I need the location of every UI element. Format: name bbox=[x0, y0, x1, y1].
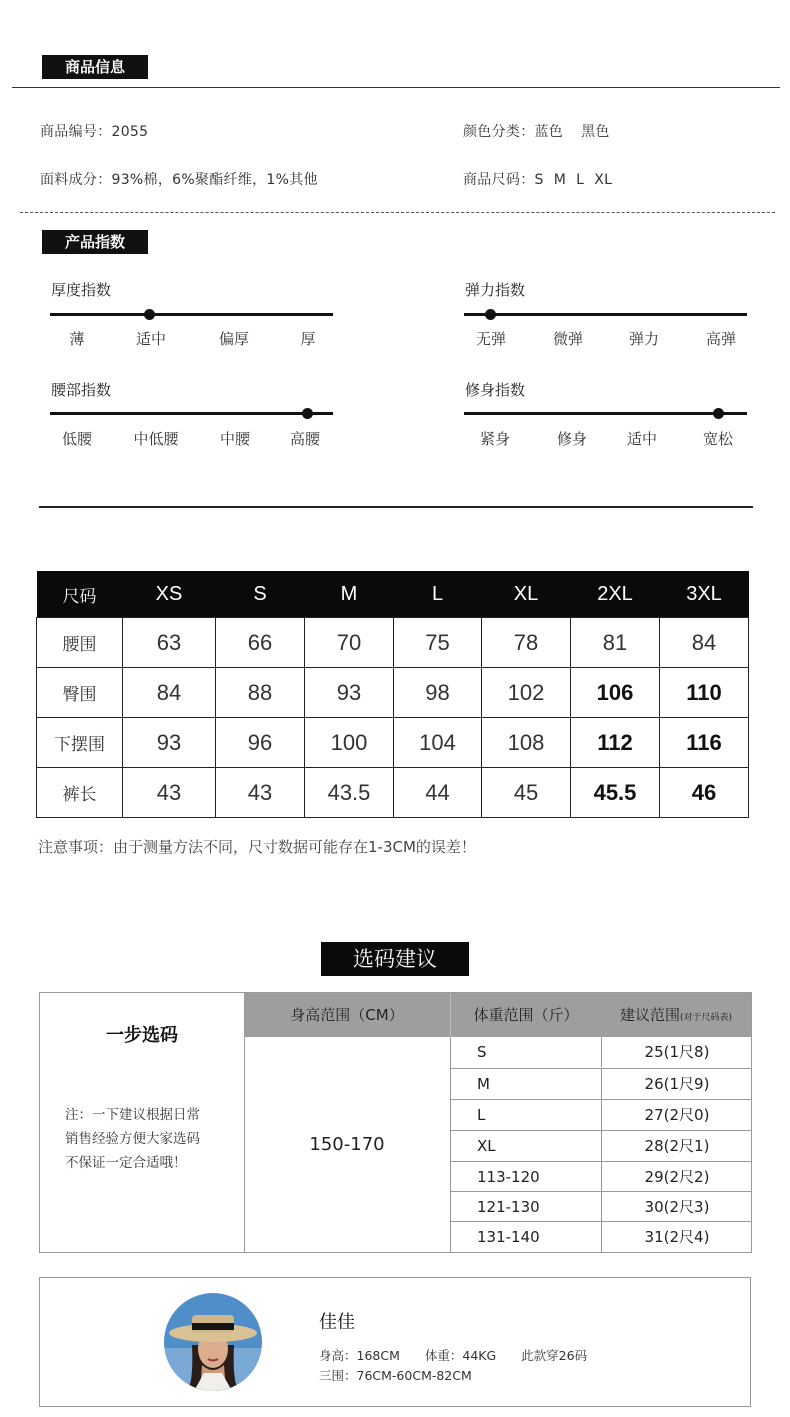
scale-label: 适中 bbox=[135, 330, 166, 348]
scale-label: 低腰 bbox=[61, 430, 92, 448]
elasticity-scale-marker bbox=[485, 309, 496, 320]
suggestion-row bbox=[451, 1068, 751, 1099]
product-code-label: 商品编号： bbox=[40, 124, 112, 140]
scale-label: 高弹 bbox=[705, 330, 736, 348]
row-header: 裤长 bbox=[37, 768, 123, 818]
fit-index-title: 修身指数 bbox=[465, 381, 526, 399]
table-cell: 88 bbox=[216, 668, 305, 718]
range-cell: 29(2尺2) bbox=[601, 1162, 752, 1192]
range-cell: 30(2尺3) bbox=[601, 1192, 752, 1222]
dashed-divider bbox=[20, 212, 775, 213]
weight-cell: 121-130 bbox=[477, 1198, 540, 1216]
note-line: 不保证一定合适哦！ bbox=[65, 1155, 187, 1171]
table-cell: 100 bbox=[305, 718, 394, 768]
fit-scale-marker bbox=[713, 408, 724, 419]
color-label: 颜色分类： bbox=[463, 124, 535, 140]
table-cell: 63 bbox=[123, 618, 216, 668]
range-cell: 31(2尺4) bbox=[601, 1222, 752, 1252]
table-cell: 45 bbox=[482, 768, 571, 818]
quick-select-heading: 一步选码 bbox=[106, 1025, 178, 1046]
table-cell: 93 bbox=[305, 668, 394, 718]
color-option: 黑色 bbox=[581, 124, 610, 140]
product-code-value: 2055 bbox=[111, 124, 149, 140]
elasticity-scale-track bbox=[464, 313, 747, 316]
thickness-scale-marker bbox=[144, 309, 155, 320]
column-header: L bbox=[394, 571, 482, 618]
note-line: 销售经验方便大家选码 bbox=[65, 1131, 200, 1147]
range-cell: 27(2尺0) bbox=[601, 1100, 752, 1130]
size-suggestion-title: 选码建议 bbox=[321, 942, 469, 976]
table-cell: 110 bbox=[660, 668, 749, 718]
range-cell: 26(1尺9) bbox=[601, 1069, 752, 1099]
table-cell: 75 bbox=[394, 618, 482, 668]
column-header: XS bbox=[123, 571, 216, 618]
thickness-scale-track bbox=[50, 313, 333, 316]
waist-scale-track bbox=[50, 412, 333, 415]
table-cell: 108 bbox=[482, 718, 571, 768]
size-label: 商品尺码： bbox=[463, 172, 535, 188]
table-cell: 96 bbox=[216, 718, 305, 768]
size-table bbox=[36, 571, 749, 818]
scale-label: 偏厚 bbox=[218, 330, 249, 348]
table-row bbox=[37, 768, 749, 818]
quick-select-note bbox=[65, 1103, 235, 1175]
scale-label: 紧身 bbox=[479, 430, 510, 448]
model-name: 佳佳 bbox=[319, 1312, 355, 1333]
product-index-tag: 产品指数 bbox=[42, 230, 148, 254]
column-header: 3XL bbox=[660, 571, 749, 618]
waist-index-title: 腰部指数 bbox=[51, 381, 112, 399]
table-cell: 43 bbox=[123, 768, 216, 818]
scale-label: 中腰 bbox=[219, 430, 250, 448]
product-colors bbox=[463, 121, 610, 141]
table-cell: 93 bbox=[123, 718, 216, 768]
scale-label: 厚 bbox=[300, 330, 316, 348]
weight-cell: 113-120 bbox=[477, 1168, 540, 1186]
range-cell: 28(2尺1) bbox=[601, 1131, 752, 1161]
table-cell: 45.5 bbox=[571, 768, 660, 818]
table-cell: 84 bbox=[660, 618, 749, 668]
table-cell: 98 bbox=[394, 668, 482, 718]
model-avatar-image bbox=[164, 1293, 262, 1391]
range-header-label: 建议范围 bbox=[619, 1006, 680, 1024]
fit-scale-track bbox=[464, 412, 747, 415]
column-header: 尺码 bbox=[37, 571, 123, 618]
weight-cell: M bbox=[477, 1075, 490, 1093]
table-cell: 84 bbox=[123, 668, 216, 718]
table-row bbox=[37, 668, 749, 718]
column-header: S bbox=[216, 571, 305, 618]
weight-column-header: 体重范围（斤） bbox=[451, 993, 601, 1037]
section-divider bbox=[12, 87, 780, 88]
table-cell: 116 bbox=[660, 718, 749, 768]
waist-scale-marker bbox=[302, 408, 313, 419]
column-header: 2XL bbox=[571, 571, 660, 618]
fabric-label: 面料成分： bbox=[40, 172, 112, 188]
model-measurements: 三围：76CM-60CM-82CM bbox=[319, 1368, 472, 1383]
suggestion-row bbox=[451, 1191, 751, 1222]
table-row bbox=[37, 718, 749, 768]
column-header: XL bbox=[482, 571, 571, 618]
table-cell: 44 bbox=[394, 768, 482, 818]
suggestion-row bbox=[451, 1037, 751, 1067]
model-avatar bbox=[164, 1293, 262, 1391]
scale-label: 高腰 bbox=[289, 430, 320, 448]
row-header: 臀围 bbox=[37, 668, 123, 718]
table-cell: 112 bbox=[571, 718, 660, 768]
suggestion-row bbox=[451, 1221, 751, 1252]
note-line: 注：一下建议根据日常 bbox=[65, 1107, 200, 1123]
range-header-sublabel: (对于尺码表) bbox=[679, 1013, 733, 1023]
fabric-value: 93%棉，6%聚酯纤维，1%其他 bbox=[111, 172, 318, 188]
table-cell: 70 bbox=[305, 618, 394, 668]
suggestion-row bbox=[451, 1161, 751, 1192]
weight-cell: XL bbox=[477, 1137, 496, 1155]
table-row bbox=[37, 618, 749, 668]
table-cell: 104 bbox=[394, 718, 482, 768]
table-cell: 66 bbox=[216, 618, 305, 668]
suggestion-row bbox=[451, 1099, 751, 1130]
scale-label: 宽松 bbox=[702, 430, 733, 448]
table-cell: 81 bbox=[571, 618, 660, 668]
height-column-header: 身高范围（CM） bbox=[244, 993, 451, 1037]
scale-label: 薄 bbox=[69, 330, 85, 348]
size-option: M bbox=[553, 172, 567, 188]
size-option: S bbox=[534, 172, 544, 188]
quick-select-panel bbox=[40, 993, 245, 1252]
suggestion-row bbox=[451, 1130, 751, 1161]
elasticity-index-title: 弹力指数 bbox=[465, 281, 526, 299]
size-option: L bbox=[576, 172, 585, 188]
weight-cell: L bbox=[477, 1106, 486, 1124]
color-option: 蓝色 bbox=[534, 124, 564, 140]
scale-label: 中低腰 bbox=[133, 430, 179, 448]
table-cell: 46 bbox=[660, 768, 749, 818]
size-suggestion-table bbox=[39, 992, 752, 1253]
size-table-header bbox=[37, 571, 749, 618]
scale-label: 无弹 bbox=[475, 330, 506, 348]
fabric-composition bbox=[40, 169, 318, 189]
row-header: 腰围 bbox=[37, 618, 123, 668]
column-header: M bbox=[305, 571, 394, 618]
row-header: 下摆围 bbox=[37, 718, 123, 768]
range-cell: 25(1尺8) bbox=[601, 1037, 752, 1067]
thickness-index-title: 厚度指数 bbox=[51, 281, 112, 299]
table-cell: 106 bbox=[571, 668, 660, 718]
weight-cell: S bbox=[477, 1043, 487, 1061]
table-cell: 78 bbox=[482, 618, 571, 668]
size-option: XL bbox=[594, 172, 613, 188]
scale-label: 弹力 bbox=[628, 330, 659, 348]
height-range-value: 150-170 bbox=[244, 1037, 451, 1252]
table-cell: 102 bbox=[482, 668, 571, 718]
product-sizes bbox=[463, 169, 612, 189]
measurement-note: 注意事项：由于测量方法不同，尺寸数据可能存在1-3CM的误差！ bbox=[38, 838, 476, 856]
model-stats: 身高：168CM 体重：44KG 此款穿26码 bbox=[319, 1348, 588, 1363]
product-code bbox=[40, 121, 148, 141]
model-card bbox=[39, 1277, 751, 1407]
table-cell: 43.5 bbox=[305, 768, 394, 818]
section-divider bbox=[39, 506, 753, 508]
scale-label: 修身 bbox=[556, 430, 587, 448]
table-cell: 43 bbox=[216, 768, 305, 818]
range-column-header bbox=[601, 993, 751, 1037]
scale-label: 适中 bbox=[626, 430, 657, 448]
product-info-tag: 商品信息 bbox=[42, 55, 148, 79]
weight-cell: 131-140 bbox=[477, 1228, 540, 1246]
scale-label: 微弹 bbox=[552, 330, 583, 348]
